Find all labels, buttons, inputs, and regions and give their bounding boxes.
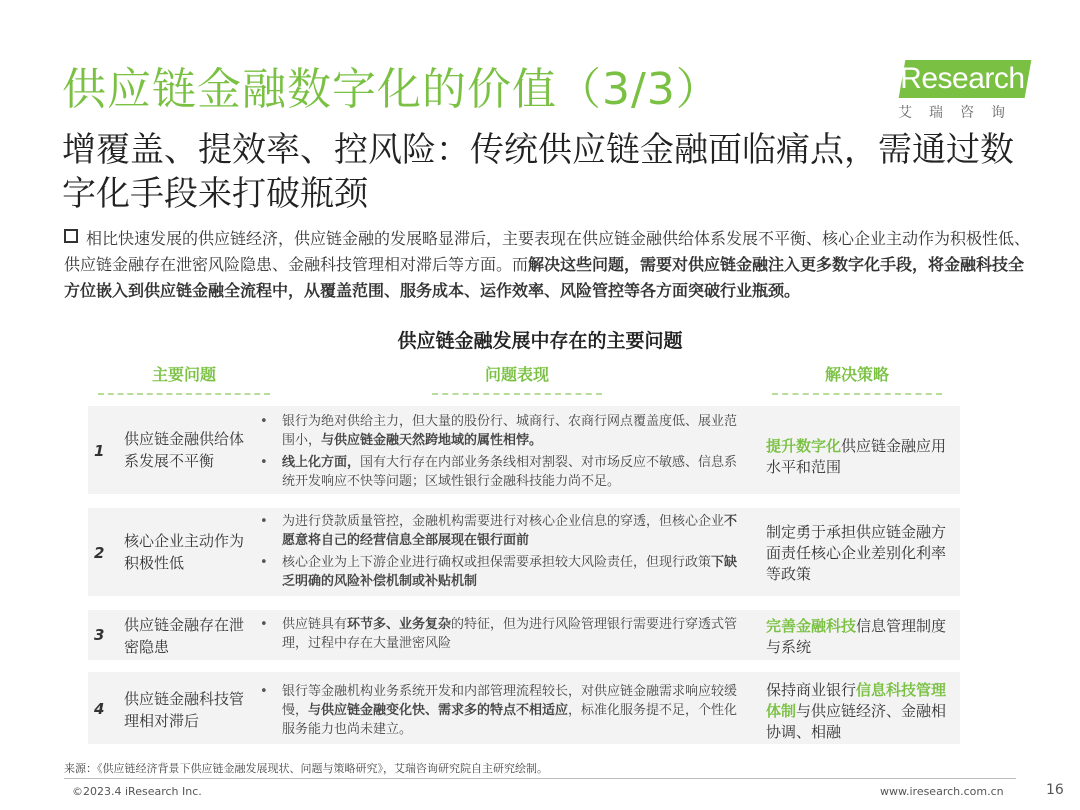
copyright-text: ©2023.4 iResearch Inc. bbox=[72, 785, 202, 798]
column-header-solution: 解决策略 bbox=[772, 362, 942, 395]
column-header-symptom: 问题表现 bbox=[432, 362, 602, 395]
table-title: 供应链金融发展中存在的主要问题 bbox=[397, 330, 683, 352]
table-row bbox=[88, 610, 960, 660]
row-solution: 完善金融科技信息管理制度与系统 bbox=[766, 617, 947, 656]
square-bullet-icon bbox=[64, 229, 78, 243]
row-detail: • 银行为绝对供给主力，但大量的股份行、城商行、农商行网点覆盖度低、展业范围小，与供应链金融天然跨地域的属性相悖。 • 线上化方面，国有大行存在内部业务条线相对割裂、对市场反应不敏感、信息系统开发响应不快等问题；区域性银行金融科技能力尚不足。 bbox=[260, 412, 738, 494]
row-issue: 供应链金融供给体系发展不平衡 bbox=[124, 430, 245, 470]
logo-text: iResearch bbox=[894, 62, 1025, 95]
row-issue: 核心企业主动作为积极性低 bbox=[124, 532, 245, 572]
logo-cn-text: 艾瑞咨询 bbox=[898, 105, 1022, 121]
row-detail: • 为进行贷款质量管控，金融机构需要进行对核心企业信息的穿透，但核心企业不愿意将自己的经营信息全部展现在银行面前 • 核心企业为上下游企业进行确权或担保需要承担较大风险责任，但现行政策下缺乏明确的风险补偿机制或补贴机制 bbox=[260, 512, 738, 594]
row-number: 1 bbox=[94, 442, 105, 460]
row-number: 4 bbox=[94, 700, 105, 718]
row-issue: 供应链金融存在泄密隐患 bbox=[124, 616, 245, 656]
page-title: 供应链金融数字化的价值（3/3） bbox=[62, 64, 721, 115]
table-row bbox=[88, 672, 960, 744]
column-header-issue: 主要问题 bbox=[98, 362, 270, 395]
row-detail: • 银行等金融机构业务系统开发和内部管理流程较长，对供应链金融需求响应较缓慢，与供应链金融变化快、需求多的特点不相适应，标准化服务提不足，个性化服务能力也尚未建立。 bbox=[260, 682, 738, 742]
row-solution: 保持商业银行信息科技管理体制与供应链经济、金融相协调、相融 bbox=[766, 681, 947, 741]
intro-normal-text: 相比快速发展的供应链经济，供应链金融的发展略显滞后，主要表现在供应链金融供给体系发展不平衡、核心企业主动作为积极性低、供应链金融存在泄密风险隐患、金融科技管理相对滞后等方面。而 bbox=[64, 229, 1031, 274]
row-issue: 供应链金融科技管理相对滞后 bbox=[124, 690, 245, 730]
table-row bbox=[88, 406, 960, 494]
footer-divider bbox=[64, 778, 1016, 779]
intro-bold-text: 解决这些问题，需要对供应链金融注入更多数字化手段，将金融科技全方位嵌入到供应链金融全流程中，从覆盖范围、服务成本、运作效率、风险管控等各方面突破行业瓶颈。 bbox=[64, 255, 1025, 300]
row-solution: 提升数字化供应链金融应用水平和范围 bbox=[766, 437, 947, 476]
row-number: 2 bbox=[94, 544, 105, 562]
page-number: 16 bbox=[1046, 782, 1064, 798]
row-detail: • 供应链具有环节多、业务复杂的特征，但为进行风险管理银行需要进行穿透式管理，过程中存在大量泄密风险 bbox=[260, 615, 738, 656]
source-note: 来源：《供应链经济背景下供应链金融发展现状、问题与策略研究》，艾瑞咨询研究院自主研究绘制。 bbox=[64, 762, 548, 775]
page-subtitle: 增覆盖、提效率、控风险：传统供应链金融面临痛点，需通过数字化手段来打破瓶颈 bbox=[62, 130, 1014, 214]
intro-paragraph bbox=[64, 226, 1032, 304]
row-number: 3 bbox=[94, 626, 105, 644]
website-text: www.iresearch.com.cn bbox=[880, 785, 1004, 798]
table-row bbox=[88, 508, 960, 596]
row-solution: 制定勇于承担供应链金融方面责任核心企业差别化利率等政策 bbox=[766, 523, 947, 583]
iresearch-logo bbox=[888, 58, 1038, 128]
